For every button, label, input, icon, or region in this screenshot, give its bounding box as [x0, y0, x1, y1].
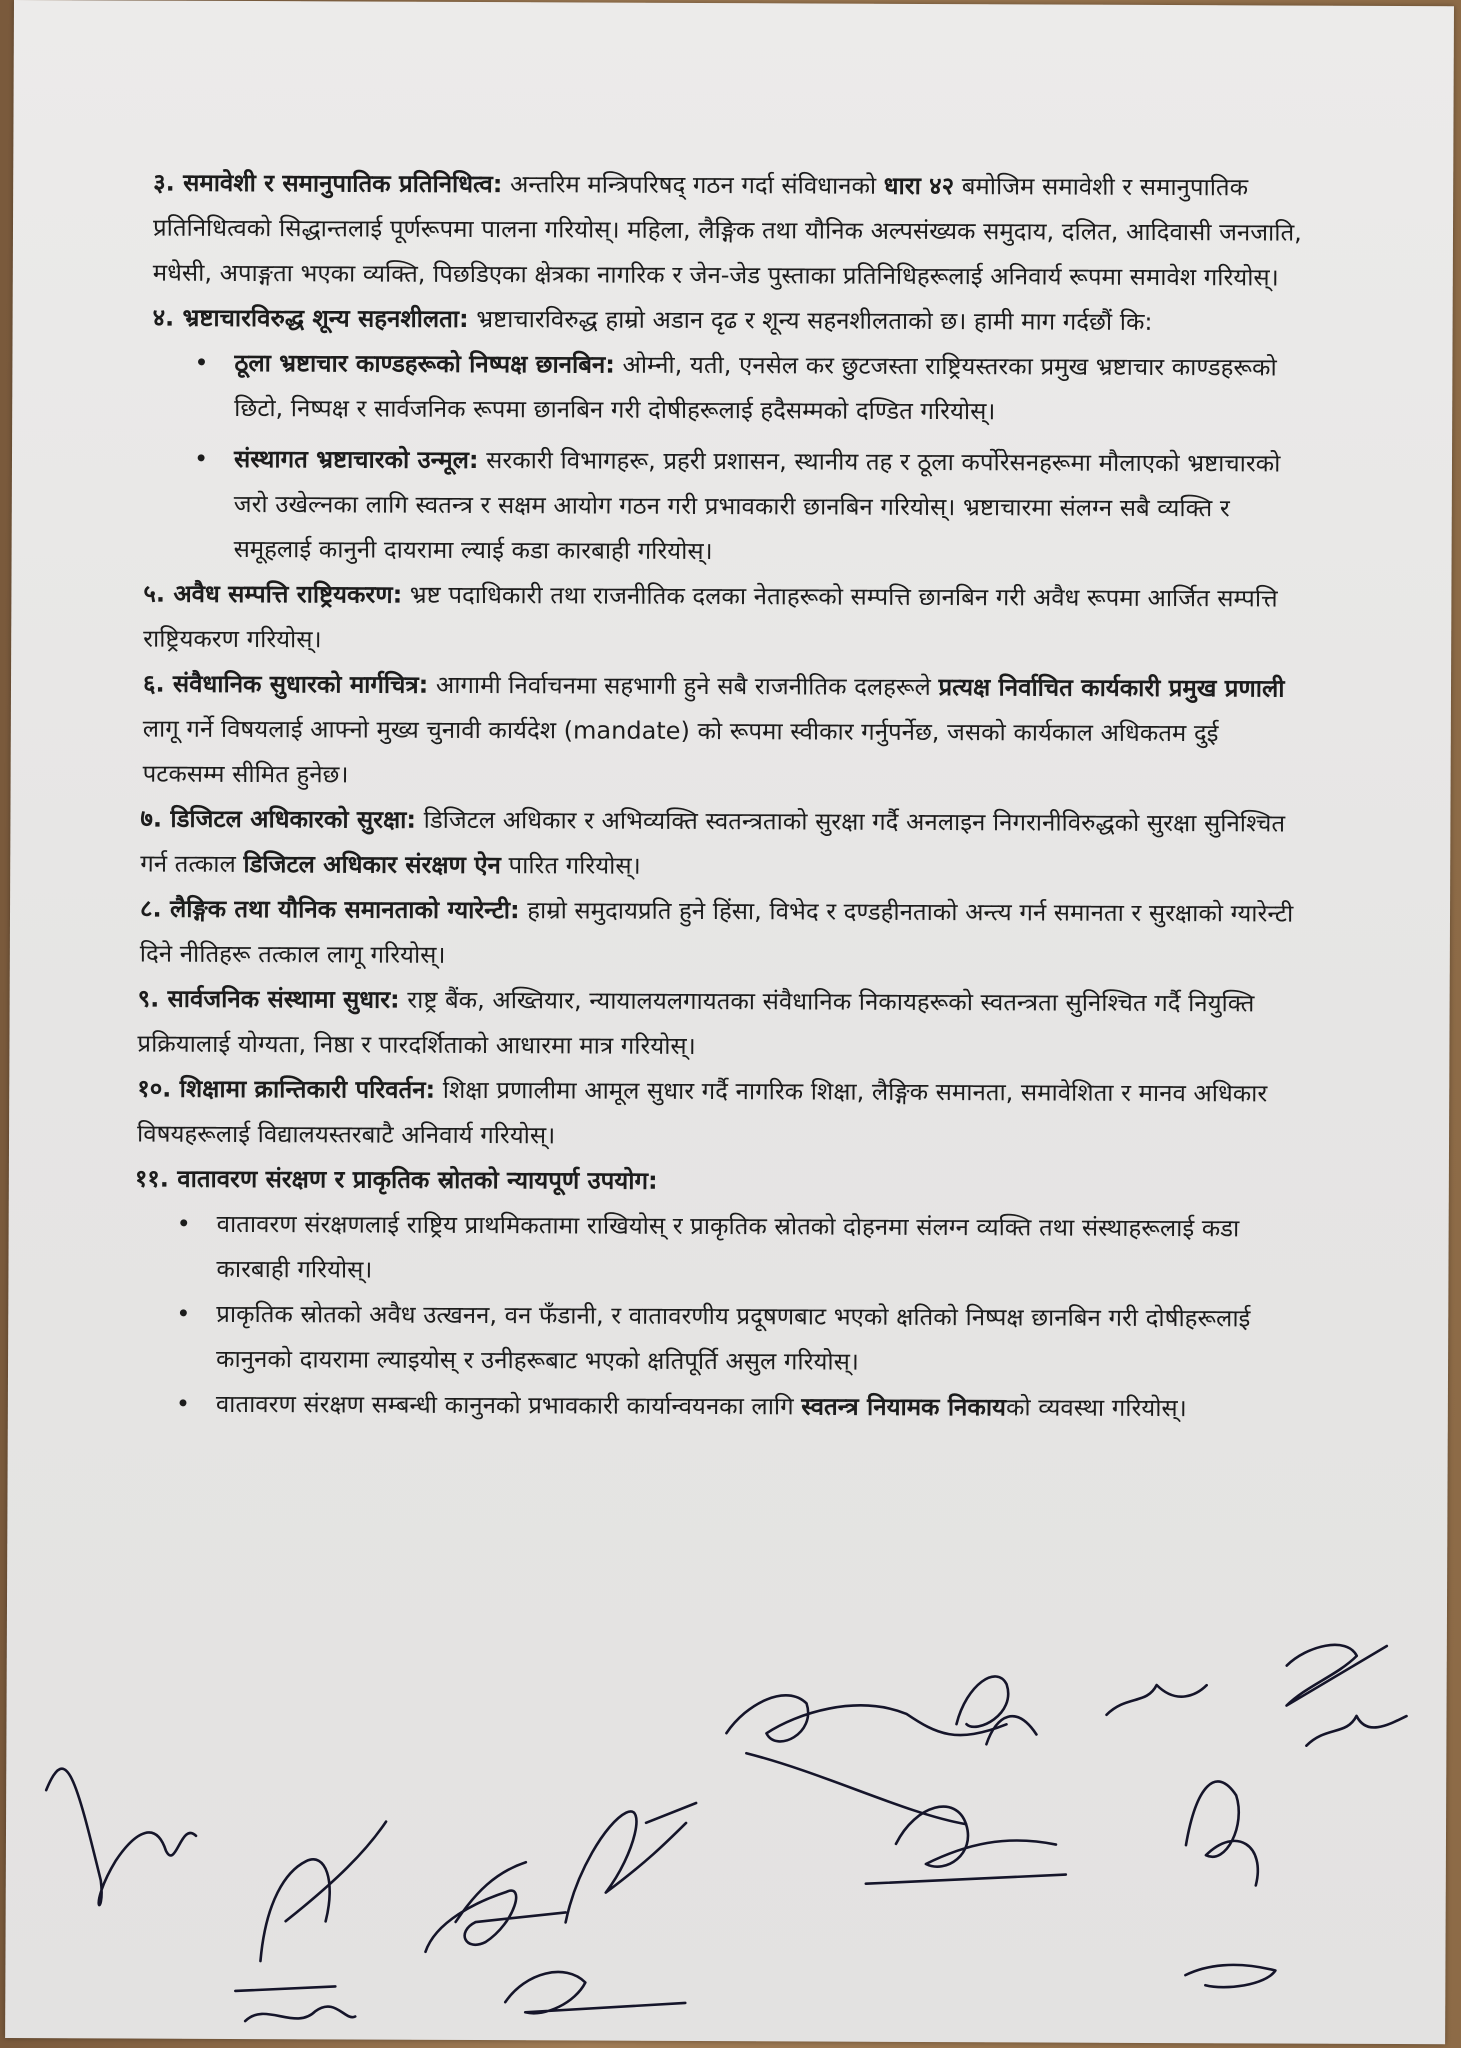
section-6-text-2: लागू गर्ने विषयलाई आफ्नो मुख्य चुनावी कार्यदेश (mandate) को रूपमा स्वीकार गर्नुपर्नेछ, जसको कार्यकाल अधिकतम दुई पटकसम्म सीमित हुनेछ।: [142, 714, 1219, 789]
section-5-text: भ्रष्ट पदाधिकारी तथा राजनीतिक दलका नेताहरूको सम्पत्ति छानबिन गरी अवैध रूपमा आर्जित सम्पत्ति राष्ट्रियकरण गरियोस्।: [143, 580, 1278, 654]
signature-5: [726, 1695, 1007, 1824]
signature-8: [1107, 1685, 1207, 1715]
list-item: [234, 437, 1303, 577]
bullet-title: संस्थागत भ्रष्टाचारको उन्मूल:: [233, 444, 479, 475]
section-6-text: आगामी निर्वाचनमा सहभागी हुने सबै राजनीतिक दलहरूले: [428, 670, 939, 702]
signature-12: [505, 1972, 685, 2014]
list-item: [216, 1382, 1298, 1432]
signature-10: [1306, 1716, 1406, 1746]
section-7-text: डिजिटल अधिकार र अभिव्यक्ति स्वतन्त्रताको सुरक्षा गर्दै अनलाइन निगरानीविरुद्धको सुरक्षा सुनिश्चित गर्न तत्काल: [140, 805, 1286, 879]
signature-7: [1287, 1645, 1387, 1706]
section-4-text: भ्रष्टाचारविरुद्ध हाम्रो अडान दृढ र शून्य सहनशीलताको छ। हामी माग गर्दछौं कि:: [468, 304, 1153, 336]
section-4: [153, 296, 1303, 346]
section-10: [137, 1067, 1299, 1162]
section-10-title: १०. शिक्षामा क्रान्तिकारी परिवर्तन:: [137, 1074, 436, 1104]
section-11-list: [148, 1202, 1299, 1432]
bullet-title: ठूला भ्रष्टाचार काण्डहरूको निष्पक्ष छानबिन:: [234, 348, 615, 379]
bullet-text: ओम्नी, यती, एनसेल कर छुटजस्ता राष्ट्रियस्तरका प्रमुख भ्रष्टाचार काण्डहरूको छिटो, निष्पक्ष र सार्वजनिक रूपमा छानबिन गरी दोषीहरूलाई हदैसम्मको दण्डित गरियोस्।: [234, 350, 1277, 426]
section-7-bold: डिजिटल अधिकार संरक्षण ऐन: [243, 850, 501, 880]
section-5-title: ५. अवैध सम्पत्ति राष्ट्रियकरण:: [143, 579, 403, 609]
section-11: [135, 1157, 1299, 1207]
section-6: [143, 662, 1302, 802]
section-6-bold: प्रत्यक्ष निर्वाचित कार्यकारी प्रमुख प्रणाली: [938, 673, 1285, 703]
signatures-area: [5, 1620, 1447, 2044]
bullet-bold: स्वतन्त्र नियामक निकाय: [801, 1392, 1007, 1422]
section-9-text: राष्ट्र बैंक, अख्तियार, न्यायालयलगायतका संवैधानिक निकायहरूको स्वतन्त्रता सुनिश्चित गर्दै नियुक्ति प्रक्रियालाई योग्यता, निष्ठा र पारदर्शिताको आधारमा मात्र गरियोस्।: [137, 985, 1255, 1060]
section-4-list: [152, 341, 1303, 577]
signature-9: [1186, 1781, 1258, 1885]
section-3-bold: धारा ४२: [883, 171, 955, 201]
section-5: [143, 572, 1301, 667]
bullet-text: प्राकृतिक स्रोतको अवैध उत्खनन, वन फँडानी, र वातावरणीय प्रदूषणबाट भएको क्षतिको निष्पक्ष छानबिन गरी दोषीहरूलाई कानुनको दायरामा ल्याइयोस् र उनीहरूबाट भएको क्षतिपूर्ति असुल गरियोस्।: [216, 1299, 1251, 1376]
section-8-title: ८. लैङ्गिक तथा यौनिक समानताको ग्यारेन्टी:: [139, 894, 520, 925]
signature-11: [866, 1806, 1066, 1884]
section-9-title: ९. सार्वजनिक संस्थामा सुधार:: [137, 984, 400, 1014]
list-item: [216, 1292, 1298, 1387]
section-7-text-2: पारित गरियोस्।: [500, 851, 641, 880]
signature-1: [46, 1769, 197, 1906]
section-3-text: अन्तरिम मन्त्रिपरिषद् गठन गर्दा संविधानको: [502, 170, 884, 200]
document-body: [134, 161, 1304, 1432]
section-8-text: हाम्रो समुदायप्रति हुने हिंसा, विभेद र दण्डहीनताको अन्त्य गर्न समानता र सुरक्षाको ग्यारेन्टी दिने नीतिहरू तत्काल लागू गरियोस्।: [139, 896, 1294, 969]
section-9: [137, 977, 1299, 1072]
list-item: [234, 341, 1302, 436]
bullet-text: सरकारी विभागहरू, प्रहरी प्रशासन, स्थानीय तह र ठूला कर्पोरेसनहरूमा मौलाएको भ्रष्टाचारको जरो उखेल्नका लागि स्वतन्त्र र सक्षम आयोग गठन गरी प्रभावकारी छानबिन गरियोस्। भ्रष्टाचारमा संलग्न सबै व्यक्ति र समूहलाई कानुनी दायरामा ल्याई कडा कारबाही गरियोस्।: [233, 446, 1281, 566]
signature-2: [235, 1821, 386, 2022]
signature-3: [425, 1862, 565, 1953]
section-6-title: ६. संवैधानिक सुधारको मार्गचित्र:: [142, 669, 429, 699]
section-7-title: ७. डिजिटल अधिकारको सुरक्षा:: [140, 804, 417, 834]
bullet-text: वातावरण संरक्षण सम्बन्धी कानुनको प्रभावकारी कार्यान्वयनका लागि: [215, 1389, 802, 1421]
section-3: [153, 161, 1304, 301]
list-item: [216, 1202, 1298, 1297]
section-3-title: ३. समावेशी र समानुपातिक प्रतिनिधित्व:: [153, 168, 503, 199]
signature-4: [566, 1802, 697, 1923]
section-11-title: ११. वातावरण संरक्षण र प्राकृतिक स्रोतको न्यायपूर्ण उपयोग:: [134, 1164, 658, 1195]
signature-13: [1185, 1965, 1275, 1988]
bullet-text-2: को व्यवस्था गरियोस्।: [1005, 1393, 1187, 1423]
document-page: [5, 0, 1454, 2044]
section-8: [140, 887, 1300, 982]
section-10-text: शिक्षा प्रणालीमा आमूल सुधार गर्दै नागरिक शिक्षा, लैङ्गिक समानता, समावेशिता र मानव अधिकार विषयहरूलाई विद्यालयस्तरबाटै अनिवार्य गरियोस्।: [136, 1075, 1268, 1150]
section-4-title: ४. भ्रष्टाचारविरुद्ध शून्य सहनशीलता:: [152, 303, 469, 333]
section-7: [140, 797, 1300, 892]
bullet-text: वातावरण संरक्षणलाई राष्ट्रिय प्राथमिकतामा राखियोस् र प्राकृतिक स्रोतको दोहनमा संलग्न व्यक्ति तथा संस्थाहरूलाई कडा कारबाही गरियोस्।: [216, 1209, 1240, 1284]
section-3-text-2: बमोजिम समावेशी र समानुपातिक प्रतिनिधित्वको सिद्धान्तलाई पूर्णरूपमा पालना गरियोस्। महिला, लैङ्गिक तथा यौनिक अल्पसंख्यक समुदाय, दलित, आदिवासी जनजाति, मधेसी, अपाङ्गता भएका व्यक्ति, पिछडिएका क्षेत्रका नागरिक र जेन-जेड पुस्ताका प्रतिनिधिहरूलाई अनिवार्य रूपमा समावेश गरियोस्।: [152, 172, 1302, 292]
